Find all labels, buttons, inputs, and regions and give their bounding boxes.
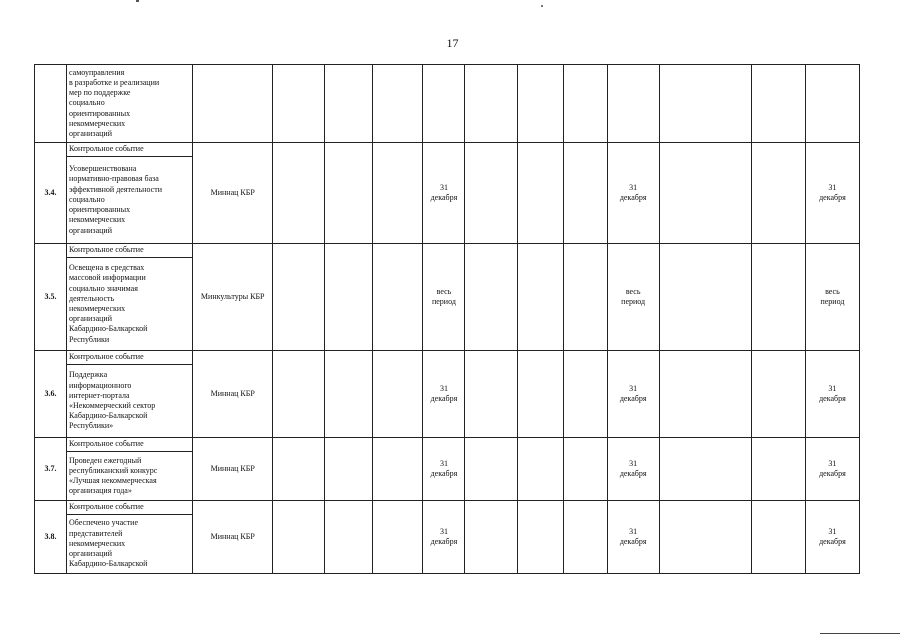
empty-cell bbox=[465, 244, 517, 351]
date-line: период bbox=[621, 297, 646, 306]
empty-cell bbox=[563, 143, 607, 244]
empty-cell bbox=[325, 351, 373, 438]
event-description bbox=[67, 258, 193, 351]
date-cell bbox=[607, 501, 659, 574]
item-number: 3.7. bbox=[35, 438, 67, 501]
date-line: 31 bbox=[629, 526, 638, 536]
item-number: 3.6. bbox=[35, 351, 67, 438]
date-cell bbox=[607, 438, 659, 501]
date-line: 31 bbox=[629, 383, 638, 393]
table-body bbox=[35, 65, 860, 574]
event-description bbox=[67, 157, 193, 244]
date-cell bbox=[805, 501, 859, 574]
date-cell bbox=[607, 244, 659, 351]
date-line: декабря bbox=[619, 394, 647, 403]
date-cell bbox=[805, 143, 859, 244]
empty-cell bbox=[373, 244, 423, 351]
empty-cell bbox=[465, 143, 517, 244]
empty-cell bbox=[465, 65, 517, 143]
empty-cell bbox=[659, 65, 751, 143]
description-line: эффективной деятельности bbox=[69, 184, 162, 194]
description-line: республиканский конкурс bbox=[69, 465, 158, 475]
empty-cell bbox=[465, 501, 517, 574]
description-line: организаций bbox=[69, 225, 112, 235]
empty-cell bbox=[273, 438, 325, 501]
date-line: 31 bbox=[828, 526, 837, 536]
empty-cell bbox=[517, 351, 563, 438]
description-line: социально bbox=[69, 98, 105, 108]
date-line: декабря bbox=[430, 193, 458, 202]
empty-cell bbox=[517, 501, 563, 574]
description-line: представителей bbox=[69, 528, 123, 538]
empty-cell bbox=[563, 438, 607, 501]
empty-cell bbox=[659, 438, 751, 501]
date-line: декабря bbox=[819, 394, 846, 403]
executor-cell: Минкультуры КБР bbox=[193, 244, 273, 351]
date-line: весь bbox=[825, 286, 840, 296]
empty-cell bbox=[517, 143, 563, 244]
empty-cell bbox=[517, 244, 563, 351]
description-line: Усовершенствована bbox=[69, 164, 137, 174]
date-line: 31 bbox=[439, 383, 448, 393]
description-line: Обеспечено участие bbox=[69, 518, 139, 528]
description-line: ориентированных bbox=[69, 108, 131, 118]
description-line: социально bbox=[69, 194, 105, 204]
control-event-label: Контрольное событие bbox=[67, 438, 193, 452]
empty-cell bbox=[325, 244, 373, 351]
footer-rule bbox=[820, 633, 900, 634]
description-line: организация года» bbox=[69, 486, 132, 496]
description-line: Республики bbox=[69, 334, 110, 344]
control-event-label: Контрольное событие bbox=[67, 244, 193, 258]
empty-cell bbox=[751, 65, 805, 143]
description-line: некоммерческих bbox=[69, 118, 126, 128]
event-description bbox=[67, 515, 193, 574]
date-line: декабря bbox=[430, 394, 458, 403]
description-line: в разработке и реализации bbox=[69, 77, 160, 87]
description-line: деятельность bbox=[69, 293, 115, 303]
description-line: некоммерческих bbox=[69, 215, 126, 225]
description-line: мер по поддержке bbox=[69, 88, 131, 98]
executor-cell: Миннац КБР bbox=[193, 501, 273, 574]
description-line: Республики» bbox=[69, 421, 114, 431]
executor-cell: Миннац КБР bbox=[193, 143, 273, 244]
date-line: период bbox=[431, 297, 456, 306]
scan-speck bbox=[541, 5, 543, 7]
empty-cell bbox=[659, 143, 751, 244]
date-line: декабря bbox=[819, 537, 846, 546]
date-line: 31 bbox=[828, 383, 837, 393]
empty-cell bbox=[325, 438, 373, 501]
date-line: декабря bbox=[430, 537, 458, 546]
date-line: декабря bbox=[430, 469, 458, 478]
empty-cell bbox=[273, 501, 325, 574]
description-line: информационного bbox=[69, 380, 132, 390]
empty-cell bbox=[659, 501, 751, 574]
date-cell bbox=[423, 65, 465, 143]
empty-cell bbox=[373, 65, 423, 143]
description-line: организаций bbox=[69, 314, 112, 324]
date-line: декабря bbox=[619, 193, 647, 202]
date-line: 31 bbox=[629, 182, 638, 192]
date-cell bbox=[423, 143, 465, 244]
date-line: весь bbox=[436, 286, 452, 296]
empty-cell bbox=[751, 244, 805, 351]
description-line: ориентированных bbox=[69, 205, 131, 215]
description-line: организаций bbox=[69, 129, 112, 138]
control-event-label: Контрольное событие bbox=[67, 351, 193, 365]
date-cell bbox=[805, 65, 859, 143]
executor-cell: Миннац КБР bbox=[193, 351, 273, 438]
empty-cell bbox=[751, 501, 805, 574]
description-line: Проведен ежегодный bbox=[69, 455, 142, 465]
date-cell bbox=[607, 65, 659, 143]
empty-cell bbox=[273, 244, 325, 351]
empty-cell bbox=[273, 65, 325, 143]
date-line: период bbox=[820, 297, 845, 306]
empty-cell bbox=[373, 351, 423, 438]
control-event-label: Контрольное событие bbox=[67, 143, 193, 157]
empty-cell bbox=[465, 438, 517, 501]
empty-cell bbox=[373, 143, 423, 244]
date-cell bbox=[423, 351, 465, 438]
description-line: Кабардино-Балкарской bbox=[69, 559, 148, 569]
date-line: 31 bbox=[439, 526, 448, 536]
table-row bbox=[35, 143, 860, 157]
empty-cell bbox=[751, 438, 805, 501]
table-row bbox=[35, 65, 860, 143]
item-number bbox=[35, 65, 67, 143]
date-line: декабря bbox=[619, 537, 647, 546]
item-number: 3.5. bbox=[35, 244, 67, 351]
date-cell bbox=[805, 438, 859, 501]
description-line: организаций bbox=[69, 549, 112, 559]
item-number: 3.4. bbox=[35, 143, 67, 244]
date-cell bbox=[805, 351, 859, 438]
event-description bbox=[67, 452, 193, 501]
empty-cell bbox=[659, 351, 751, 438]
description-line: некоммерческих bbox=[69, 304, 126, 313]
event-description bbox=[67, 365, 193, 438]
empty-cell bbox=[563, 501, 607, 574]
empty-cell bbox=[563, 351, 607, 438]
date-line: весь bbox=[625, 286, 641, 296]
date-line: 31 bbox=[439, 458, 448, 468]
description-line: массовой информации bbox=[69, 273, 146, 283]
empty-cell bbox=[563, 65, 607, 143]
table-row bbox=[35, 351, 860, 365]
date-cell bbox=[423, 501, 465, 574]
date-cell bbox=[607, 143, 659, 244]
scan-speck bbox=[136, 0, 139, 2]
empty-cell bbox=[517, 65, 563, 143]
empty-cell bbox=[517, 438, 563, 501]
description-line: Кабардино-Балкарской bbox=[69, 411, 148, 421]
date-line: декабря bbox=[819, 469, 846, 478]
empty-cell bbox=[325, 65, 373, 143]
table-row bbox=[35, 501, 860, 515]
date-cell bbox=[423, 438, 465, 501]
date-cell bbox=[607, 351, 659, 438]
empty-cell bbox=[465, 351, 517, 438]
description-line: социально значимая bbox=[69, 283, 138, 293]
description-line: Освещена в средствах bbox=[69, 263, 145, 273]
empty-cell bbox=[563, 244, 607, 351]
date-line: 31 bbox=[439, 182, 448, 192]
empty-cell bbox=[659, 244, 751, 351]
table-row bbox=[35, 244, 860, 258]
date-line: 31 bbox=[828, 182, 837, 192]
empty-cell bbox=[325, 501, 373, 574]
description-line: интернет-портала bbox=[69, 390, 130, 400]
empty-cell bbox=[273, 351, 325, 438]
date-line: декабря bbox=[819, 193, 846, 202]
description-line: Поддержка bbox=[69, 370, 108, 380]
executor-cell bbox=[193, 65, 273, 143]
date-cell bbox=[805, 244, 859, 351]
empty-cell bbox=[373, 438, 423, 501]
date-line: 31 bbox=[629, 458, 638, 468]
empty-cell bbox=[373, 501, 423, 574]
description-line: «Некоммерческий сектор bbox=[69, 401, 156, 410]
control-event-label: Контрольное событие bbox=[67, 501, 193, 515]
date-line: 31 bbox=[828, 458, 837, 468]
page-number: 17 bbox=[446, 36, 459, 50]
empty-cell bbox=[751, 143, 805, 244]
event-description bbox=[67, 65, 193, 143]
description-line: нормативно-правовая база bbox=[69, 174, 159, 184]
table-row bbox=[35, 438, 860, 452]
empty-cell bbox=[325, 143, 373, 244]
date-line: декабря bbox=[619, 469, 647, 478]
description-line: самоуправления bbox=[69, 67, 125, 77]
description-line: Кабардино-Балкарской bbox=[69, 324, 148, 334]
plan-table bbox=[34, 64, 860, 574]
executor-cell: Миннац КБР bbox=[193, 438, 273, 501]
date-cell bbox=[423, 244, 465, 351]
empty-cell bbox=[273, 143, 325, 244]
description-line: «Лучшая некоммерческая bbox=[69, 476, 157, 485]
empty-cell bbox=[751, 351, 805, 438]
item-number: 3.8. bbox=[35, 501, 67, 574]
description-line: некоммерческих bbox=[69, 538, 126, 548]
